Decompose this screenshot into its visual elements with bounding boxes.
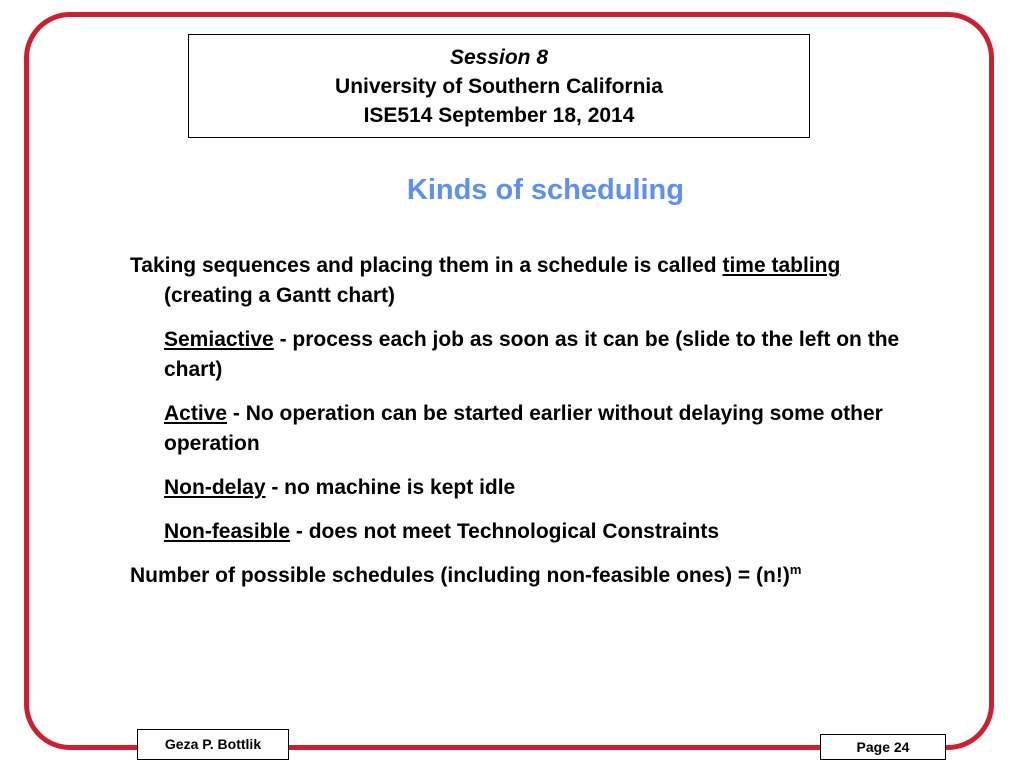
definition-term: Non-feasible bbox=[164, 520, 291, 543]
definition-description: - process each job as soon as it can be (slide to the left on the chart) bbox=[164, 328, 900, 381]
slide-body bbox=[130, 251, 920, 591]
definition-semiactive bbox=[130, 325, 920, 385]
definition-active bbox=[130, 399, 920, 459]
definition-term: Non-delay bbox=[164, 476, 266, 499]
schedule-count-text: Number of possible schedules (including non-feasible ones) = (n!) bbox=[130, 564, 790, 587]
definition-non-delay bbox=[130, 473, 920, 503]
author-box bbox=[137, 729, 289, 760]
university-name: University of Southern California bbox=[335, 75, 663, 98]
page-number: Page 24 bbox=[856, 739, 910, 755]
definition-description: - does not meet Technological Constraints bbox=[290, 520, 720, 543]
intro-term: time tabling bbox=[722, 254, 841, 277]
author-name: Geza P. Bottlik bbox=[164, 736, 262, 752]
definition-term: Active bbox=[164, 402, 228, 425]
definition-description: - no machine is kept idle bbox=[265, 476, 516, 499]
intro-text-after: (creating a Gantt chart) bbox=[164, 284, 396, 307]
definition-term: Semiactive bbox=[164, 328, 274, 351]
intro-paragraph bbox=[130, 251, 920, 311]
slide-title-row bbox=[0, 174, 1024, 207]
header-box bbox=[188, 34, 810, 138]
schedule-count-exponent: m bbox=[789, 562, 802, 577]
session-label: Session 8 bbox=[449, 46, 549, 69]
slide-title: Kinds of scheduling bbox=[406, 174, 684, 206]
definition-non-feasible bbox=[130, 517, 920, 547]
schedule-count-paragraph bbox=[130, 561, 920, 591]
course-date: ISE514 September 18, 2014 bbox=[363, 104, 635, 127]
definition-description: - No operation can be started earlier without delaying some other operation bbox=[164, 402, 883, 455]
intro-text-before: Taking sequences and placing them in a schedule is called bbox=[130, 254, 723, 277]
page-number-box bbox=[820, 734, 946, 760]
